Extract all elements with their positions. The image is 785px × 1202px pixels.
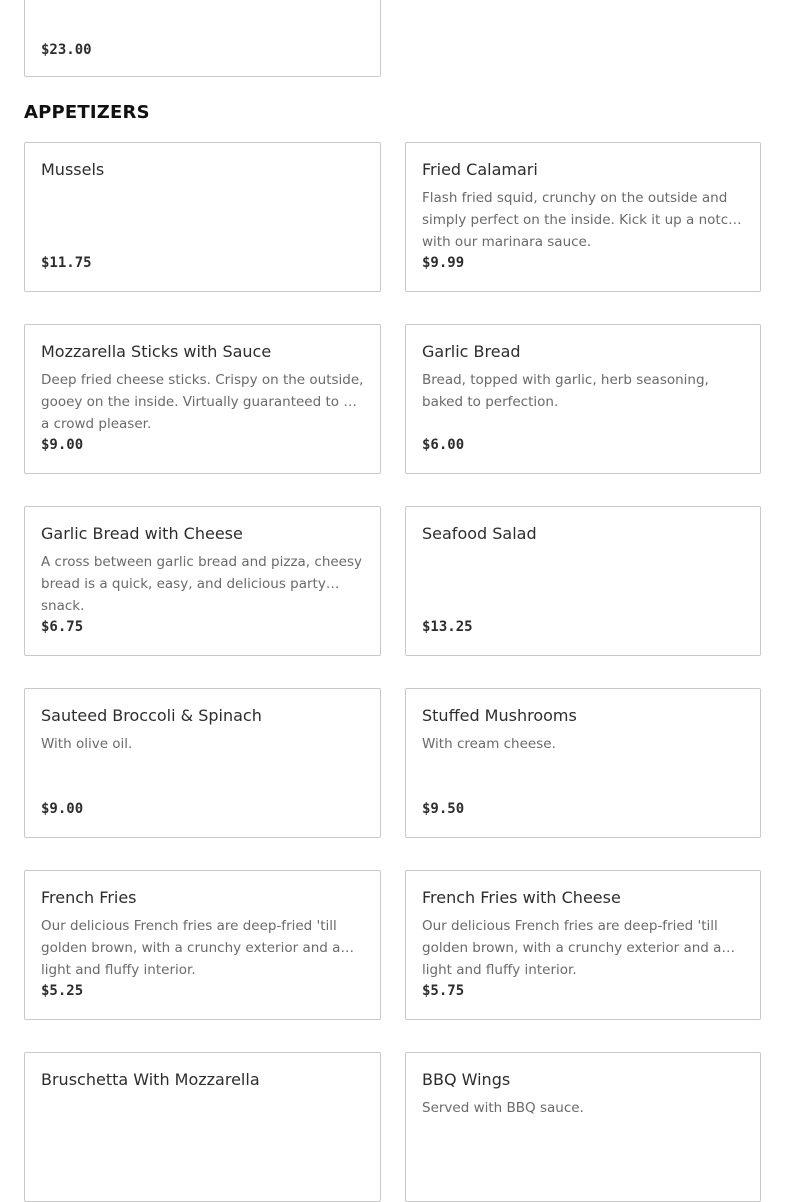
item-name: Fried Calamari bbox=[422, 160, 538, 179]
menu-item-card[interactable] bbox=[405, 870, 761, 1020]
item-price: $9.00 bbox=[41, 801, 84, 817]
item-price: $9.50 bbox=[422, 801, 465, 817]
menu-item-card[interactable] bbox=[24, 324, 381, 474]
menu-item-card[interactable] bbox=[405, 324, 761, 474]
item-name: Garlic Bread bbox=[422, 342, 521, 361]
menu-item-card[interactable] bbox=[405, 506, 761, 656]
menu-item-card[interactable] bbox=[24, 688, 381, 838]
item-name: Bruschetta With Mozzarella bbox=[41, 1070, 260, 1089]
item-price: $23.00 bbox=[41, 42, 92, 58]
menu-item-card[interactable] bbox=[24, 1052, 381, 1202]
item-description: Deep fried cheese sticks. Crispy on the outside, gooey on the inside. Virtually guaranteed to be a crowd pleaser. bbox=[41, 372, 364, 432]
item-description: With olive oil. bbox=[41, 736, 133, 752]
item-description: With cream cheese. bbox=[422, 736, 556, 752]
menu-item-card[interactable] bbox=[405, 142, 761, 292]
item-name: Stuffed Mushrooms bbox=[422, 706, 577, 725]
menu-item-card[interactable] bbox=[24, 0, 381, 77]
item-price: $6.75 bbox=[41, 619, 84, 635]
item-price: $5.75 bbox=[422, 983, 465, 999]
item-description: Flash fried squid, crunchy on the outside and simply perfect on the inside. Kick it up a notch with our marinara sauce. bbox=[422, 190, 737, 250]
item-name: Garlic Bread with Cheese bbox=[41, 524, 243, 543]
item-name: Sauteed Broccoli & Spinach bbox=[41, 706, 262, 725]
menu-item-card[interactable] bbox=[405, 1052, 761, 1202]
item-description: Our delicious French fries are deep-fried 'till golden brown, with a crunchy exterior and a light and fluffy interior. bbox=[422, 918, 722, 978]
item-price: $5.25 bbox=[41, 983, 84, 999]
item-description: A cross between garlic bread and pizza, cheesy bread is a quick, easy, and delicious party snack. bbox=[41, 554, 363, 614]
item-price: $9.00 bbox=[41, 437, 84, 453]
menu-item-card[interactable] bbox=[405, 688, 761, 838]
item-description: Our delicious French fries are deep-fried 'till golden brown, with a crunchy exterior and a light and fluffy interior. bbox=[41, 918, 341, 978]
item-name: French Fries with Cheese bbox=[422, 888, 621, 907]
item-description: Served with BBQ sauce. bbox=[422, 1100, 584, 1116]
item-name: BBQ Wings bbox=[422, 1070, 511, 1089]
item-name: Mozzarella Sticks with Sauce bbox=[41, 342, 272, 361]
item-description: Bread, topped with garlic, herb seasoning, baked to perfection. bbox=[422, 372, 709, 410]
menu-item-card[interactable] bbox=[24, 506, 381, 656]
item-price: $13.25 bbox=[422, 619, 473, 635]
item-name: Mussels bbox=[41, 160, 105, 179]
item-price: $6.00 bbox=[422, 437, 465, 453]
item-price: $11.75 bbox=[41, 255, 92, 271]
item-name: Seafood Salad bbox=[422, 524, 537, 543]
menu-item-card[interactable] bbox=[24, 142, 381, 292]
section-title: APPETIZERS bbox=[24, 102, 150, 123]
menu-item-card[interactable] bbox=[24, 870, 381, 1020]
item-price: $9.99 bbox=[422, 255, 465, 271]
item-name: French Fries bbox=[41, 888, 137, 907]
